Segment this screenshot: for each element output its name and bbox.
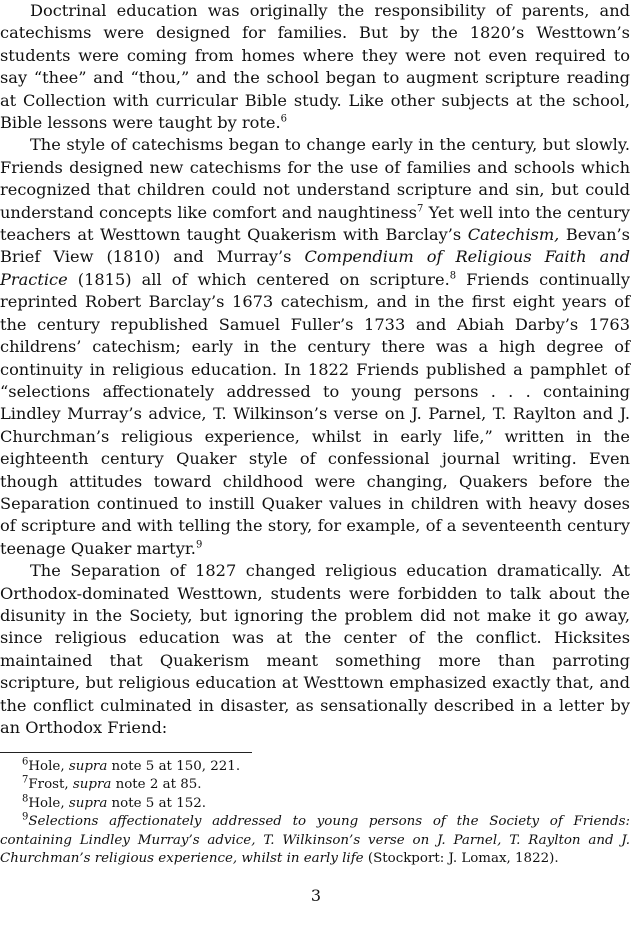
footnote-rule: [0, 752, 252, 753]
footnote: [0, 795, 630, 813]
footnotes: [0, 758, 630, 868]
text-run: note 2 at 85.: [111, 777, 202, 793]
text-run: Hole,: [28, 795, 69, 811]
text-run: Frost,: [28, 777, 73, 793]
paragraph: [0, 134, 630, 560]
footnote-marker: 9: [195, 539, 203, 551]
footnote-marker: 6: [280, 113, 287, 125]
text-run: Friends continually reprinted Robert Barclay’s 1673 catechism, and in the first eight years of the century republished Samuel Fuller’s 1733 and Abiah Darby’s 1763 childrens’ catechism; early in the century there was a high degree of continuity in religious education. In 1822 Friends published a pamphlet of “selections affectionately addressed to young persons . . . containing Lindley Murray’s advice, T. Wilkinson’s verse on J. Parnel, T. Raylton and J. Churchman’s religious experience, whilst in early life,” written in the eighteenth century Quaker style of confessional journal writing. Even though attitudes toward childhood were changing, Quakers before the Separation continued to instill Quaker values in children with heavy doses of scripture and with telling the story, for example, of a seventeenth century teenage Quaker martyr.: [0, 269, 630, 558]
text-run: note 5 at 152.: [107, 795, 207, 811]
footnote-marker: 8: [449, 270, 457, 282]
paragraph: [0, 560, 630, 739]
footnote-marker: 9: [22, 811, 29, 823]
footnote-marker: 7: [22, 774, 29, 786]
italic-text: Compendium of Religious Faith and Practice: [0, 247, 631, 289]
italic-text: supra: [68, 795, 108, 811]
text-run: (Stockport: J. Lomax, 1822).: [363, 851, 559, 867]
text-run: note 5 at 150, 221.: [107, 759, 241, 774]
italic-text: supra: [68, 759, 108, 774]
footnote: [0, 758, 630, 776]
italic-text: Selections affectionately addressed to young persons of the Society of Friends: containing Lindley Murray’s advice, T. Wilkinson’s verse on J. Parnel, T. Raylton and J. Churchman’s religious experience, whilst in early life: [0, 814, 630, 867]
page-number: 3: [310, 886, 322, 905]
text-run: The style of catechisms began to change early in the century, but slowly. Friends designed new catechisms for the use of families and schools which recognized that children could not understand scripture and sin, but could understand concepts like comfort and naughtiness: [0, 135, 630, 222]
footnote-marker: 7: [416, 203, 424, 215]
footnote: [0, 813, 630, 868]
text-run: The Separation of 1827 changed religious education dramatically. At Orthodox-dominated Westtown, students were forbidden to talk about the disunity in the Society, but ignoring the problem did not make it go away, since religious education was at the center of the conflict. Hicksites maintained that Quakerism meant something more than parroting scripture, but religious education at Westtown emphasized exactly that, and the conflict culminated in disaster, as sensationally described in a letter by an Orthodox Friend:: [0, 561, 630, 737]
paragraph: [0, 0, 630, 134]
text-run: (1815) all of which centered on scripture.: [67, 269, 450, 289]
footnote-marker: 6: [22, 756, 29, 768]
text-run: Bevan’s Brief View (1810) and Murray’s: [0, 225, 630, 267]
italic-text: supra: [72, 777, 112, 793]
italic-text: Catechism,: [467, 225, 560, 245]
footnote-marker: 8: [22, 793, 29, 805]
text-run: Yet well into the century teachers at Westtown taught Quakerism with Barclay’s: [0, 202, 630, 245]
text-run: Doctrinal education was originally the responsibility of parents, and catechisms were designed for families. But by the 1820’s Westtown’s students were coming from homes where they were not even required to say “thee” and “thou,” and the school began to augment scripture reading at Collection with curricular Bible study. Like other subjects at the school, Bible lessons were taught by rote.: [0, 1, 630, 133]
footnote: [0, 776, 630, 794]
text-run: Hole,: [28, 759, 69, 774]
